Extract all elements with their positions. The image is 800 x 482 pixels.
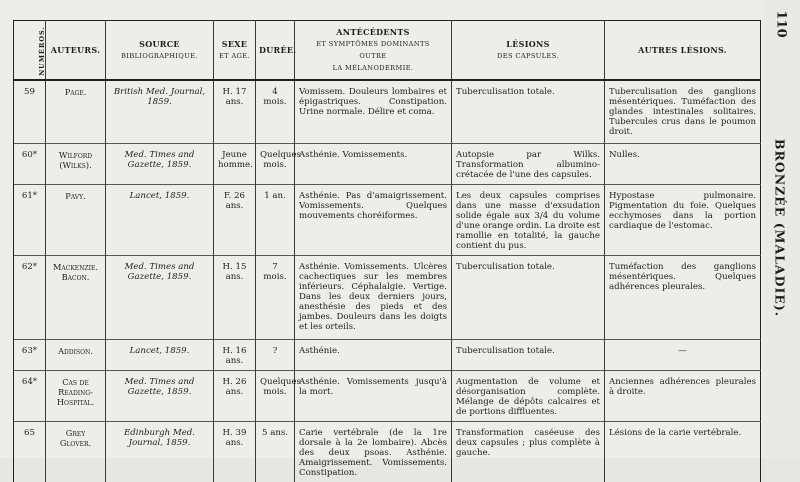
cell-source: Edinburgh Med. Journal, 1859. (106, 421, 214, 482)
cell-sexe: H. 17 ans. (214, 80, 256, 143)
cell-lesions: Tuberculisation totale. (452, 339, 605, 370)
cell-lesions: Transformation caséeuse des deux capsules ; plus complète à gauche. (452, 421, 605, 482)
running-head (770, 138, 790, 318)
header-antecedents: ANTÉCÉDENTS ET SYMPTÔMES DOMINANTS OUTRE LA MÉLANODERMIE. (295, 21, 452, 81)
cell-sexe: H. 26 ans. (214, 370, 256, 421)
cell-auteur: Addison. (46, 339, 106, 370)
cell-duree: Quelques mois. (256, 370, 295, 421)
table-row (14, 143, 761, 184)
cell-autres: Tuméfaction des ganglions mésentériques. Quelques adhérences pleurales. (605, 255, 761, 339)
cell-lesions: Autopsie par Wilks. Transformation albumino-crétacée de l'une des capsules. (452, 143, 605, 184)
header-row (14, 21, 761, 81)
cell-num: 60* (14, 143, 46, 184)
cell-autres: — (605, 339, 761, 370)
cell-auteur: Pavy. (46, 184, 106, 255)
cell-num: 63* (14, 339, 46, 370)
header-lesions: LÉSIONS DES CAPSULES. (452, 21, 605, 81)
cell-num: 61* (14, 184, 46, 255)
header-numeros: NUMÉROS. (14, 21, 46, 81)
header-autres: AUTRES LÉSIONS. (605, 21, 761, 81)
cell-autres: Tuberculisation des ganglions mésentériques. Tuméfaction des glandes intestinales solitaires. Tubercules crus dans le poumon droit. (605, 80, 761, 143)
cell-antecedents: Vomissem. Douleurs lombaires et épigastriques. Constipation. Urine normale. Délire et coma. (295, 80, 452, 143)
page-number: 110 (773, 10, 789, 38)
cell-auteur: Cas de Reading-Hospital. (46, 370, 106, 421)
cell-antecedents: Asthénie. Vomissements. (295, 143, 452, 184)
case-table (13, 20, 761, 482)
header-auteurs: AUTEURS. (46, 21, 106, 81)
cell-num: 62* (14, 255, 46, 339)
cell-lesions: Tuberculisation totale. (452, 255, 605, 339)
cell-autres: Anciennes adhérences pleurales à droite. (605, 370, 761, 421)
cell-duree: 5 ans. (256, 421, 295, 482)
cell-source: British Med. Journal, 1859. (106, 80, 214, 143)
table-row (14, 370, 761, 421)
cell-sexe: H. 39 ans. (214, 421, 256, 482)
cell-sexe: F. 26 ans. (214, 184, 256, 255)
cell-lesions: Les deux capsules comprises dans une masse d'exsudation solide égale aux 3/4 du volume d'une orange ordin. La droite est ramollie en totalité, la gauche contient du pus. (452, 184, 605, 255)
cell-duree: 4 mois. (256, 80, 295, 143)
table-row (14, 255, 761, 339)
cell-auteur: Mackenzie. Bacon. (46, 255, 106, 339)
cell-lesions: Augmentation de volume et désorganisation complète. Mélange de dépôts calcaires et de portions diffluentes. (452, 370, 605, 421)
cell-antecedents: Asthénie. (295, 339, 452, 370)
cell-antecedents: Carie vertébrale (de la 1re dorsale à la 2e lombaire). Abcès des deux psoas. Asthénie. Amaigrissement. Vomissements. Constipation. (295, 421, 452, 482)
cell-autres: Lésions de la carie vertébrale. (605, 421, 761, 482)
page-margin (764, 0, 800, 458)
cell-source: Med. Times and Gazette, 1859. (106, 143, 214, 184)
cell-auteur: Wilford (Wilks). (46, 143, 106, 184)
cell-autres: Nulles. (605, 143, 761, 184)
cell-source: Med. Times and Gazette, 1859. (106, 255, 214, 339)
header-source: SOURCE BIBLIOGRAPHIQUE. (106, 21, 214, 81)
cell-duree: 7 mois. (256, 255, 295, 339)
cell-antecedents: Asthénie. Vomissements. Ulcères cachectiques sur les membres inférieurs. Céphalalgie. Vertige. Dans les deux derniers jours, anesthésie des pieds et des jambes. Douleurs dans les doigts et les orteils. (295, 255, 452, 339)
cell-num: 59 (14, 80, 46, 143)
cell-sexe: Jeune homme. (214, 143, 256, 184)
cell-num: 65 (14, 421, 46, 482)
table-row (14, 80, 761, 143)
cell-auteur: Page. (46, 80, 106, 143)
header-sexe: SEXE ET AGE. (214, 21, 256, 81)
cell-sexe: H. 16 ans. (214, 339, 256, 370)
cell-num: 64* (14, 370, 46, 421)
table-row (14, 184, 761, 255)
cell-source: Lancet, 1859. (106, 339, 214, 370)
cell-source: Lancet, 1859. (106, 184, 214, 255)
running-head-text: BRONZÉE (MALADIE). (772, 138, 788, 318)
cell-sexe: H. 15 ans. (214, 255, 256, 339)
cell-duree: ? (256, 339, 295, 370)
cell-lesions: Tuberculisation totale. (452, 80, 605, 143)
cell-duree: 1 an. (256, 184, 295, 255)
cell-antecedents: Asthénie. Pas d'amaigrissement. Vomissements. Quelques mouvements choréiformes. (295, 184, 452, 255)
table-row (14, 421, 761, 482)
cell-auteur: Grey Glover. (46, 421, 106, 482)
header-duree: DURÉE. (256, 21, 295, 81)
cell-antecedents: Asthénie. Vomissements jusqu'à la mort. (295, 370, 452, 421)
cell-source: Med. Times and Gazette, 1859. (106, 370, 214, 421)
table-row (14, 339, 761, 370)
cell-duree: Quelques mois. (256, 143, 295, 184)
cell-autres: Hypostase pulmonaire. Pigmentation du foie. Quelques ecchymoses dans la portion cardiaque de l'estomac. (605, 184, 761, 255)
